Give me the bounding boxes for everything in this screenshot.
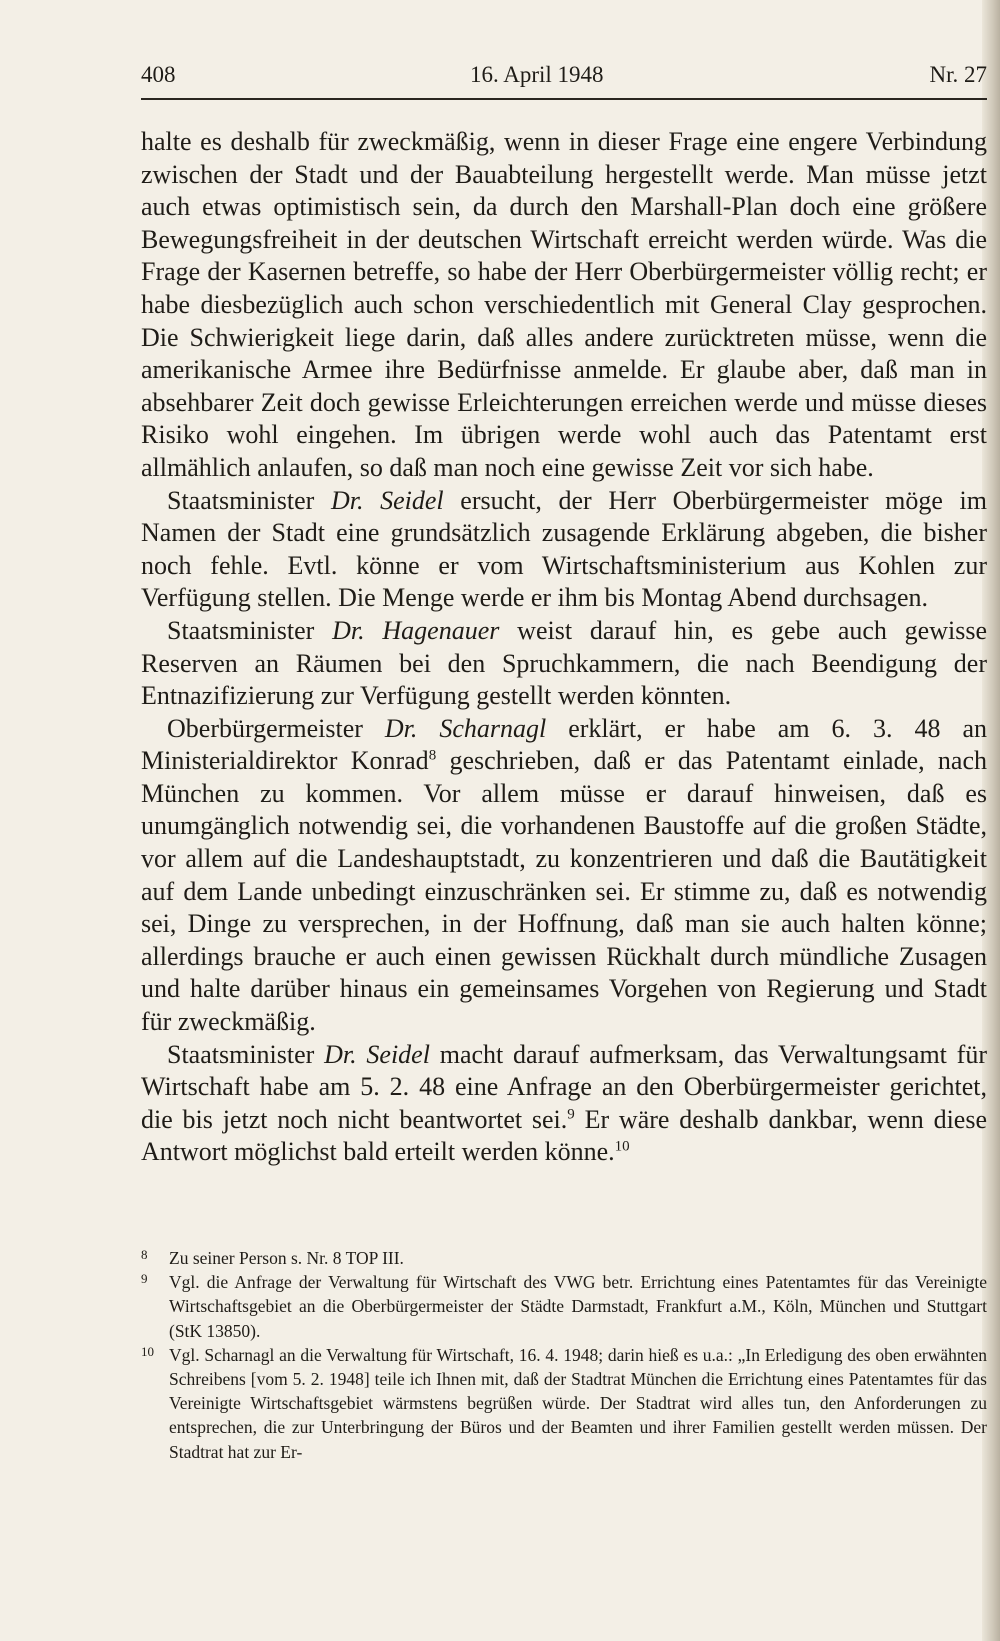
footnote-number: 10 (141, 1343, 154, 1359)
speaker-title: Staatsminister (167, 485, 315, 515)
footnote-text: Zu seiner Person s. Nr. 8 TOP III. (169, 1248, 404, 1268)
footnotes (141, 1246, 987, 1464)
running-header (141, 62, 987, 96)
footnote (141, 1246, 987, 1270)
footnote (141, 1343, 987, 1464)
paragraph-text: geschrieben, daß er das Patentamt einlade, nach München zu kommen. Vor allem müsse er darauf hinweisen, daß es unumgänglich notwendig sei, die vorhandenen Baustoffe auf die großen Städte, vor allem auf die Landeshauptstadt, zu konzentrieren und daß die Bautätigkeit auf dem Lande unbedingt einzuschränken sei. Er stimme zu, daß es notwendig sei, Dinge zu versprechen, in der Hoffnung, daß man sie auch halten könne; allerdings brauche er auch einen gewissen Rückhalt durch mündliche Zusagen und halte darüber hinaus ein gemeinsames Vorgehen von Regierung und Stadt für zweckmäßig. (141, 746, 988, 1037)
paragraph-text: ersucht, der Herr Oberbürgermeister möge im Namen der Stadt eine grundsätzlich zusagende Erklärung abgeben, die bisher noch fehle. Evtl. könne er vom Wirtschaftsministerium aus Kohlen zur Verfügung stellen. Die Menge werde er ihm bis Montag Abend durchsagen. (141, 485, 988, 613)
paragraph-hagenauer (141, 615, 987, 713)
footnote-number: 9 (141, 1271, 148, 1287)
footnote-number: 8 (141, 1247, 148, 1262)
footnote (141, 1270, 987, 1343)
speaker-name: Dr. Scharnagl (384, 713, 547, 743)
speaker-name: Dr. Hagenauer (332, 615, 500, 645)
paragraph-text: weist darauf hin, es gebe auch gewisse Reserven an Räumen bei den Spruchkammern, die nach Beendigung der Entnazifizierung zur Verfügung gestellt werden könnten. (141, 615, 987, 711)
footnote-text: Vgl. Scharnagl an die Verwaltung für Wirtschaft, 16. 4. 1948; darin hieß es u.a.: „In Erledigung des oben erwähnten Schreibens [vom 5. 2. 1948] teile ich Ihnen mit, daß der Stadtrat München die Errichtung eines Patentamtes für das Vereinigte Wirtschaftsgebiet wärmstens begrüßen würde. Der Stadtrat wird alles tun, den Anforderungen zu entsprechen, die zur Unterbringung der Büros und der Beamten und ihrer Familien gestellt werden müssen. Der Stadtrat hat zur Er- (169, 1344, 987, 1462)
header-issue-number: Nr. 27 (929, 62, 987, 87)
footnote-ref[interactable]: 8 (428, 747, 437, 764)
speaker-name: Dr. Seidel (330, 485, 444, 515)
main-text (141, 126, 987, 1169)
speaker-title: Staatsminister (167, 1039, 315, 1069)
header-rule (141, 98, 987, 100)
speaker-title: Oberbürgermeister (167, 713, 363, 743)
footnote-ref[interactable]: 9 (567, 1106, 575, 1123)
paragraph-seidel-1 (141, 485, 987, 615)
footnote-ref[interactable]: 10 (614, 1138, 630, 1155)
speaker-name: Dr. Seidel (324, 1039, 430, 1069)
paragraph-scharnagl (141, 713, 987, 1039)
paragraph-text: erklärt, er habe am 6. 3. 48 an Ministerialdirektor Konrad (141, 713, 987, 776)
paragraph-text: macht darauf aufmerksam, das Verwaltungsamt für Wirtschaft habe am 5. 2. 48 eine Anfrage an den Oberbürgermeister gerichtet, die bis jetzt noch nicht beantwortet sei. (141, 1039, 987, 1134)
paragraph-continuation: halte es deshalb für zweckmäßig, wenn in dieser Frage eine engere Verbindung zwischen der Stadt und der Bauabteilung hergestellt werde. Man müsse jetzt auch etwas optimistisch sein, da durch den Marshall-Plan doch eine größere Bewegungsfreiheit in der deutschen Wirtschaft erreicht werden würde. Was die Frage der Kasernen betreffe, so habe der Herr Oberbürgermeister völlig recht; er habe diesbezüglich auch schon verschiedentlich mit General Clay gesprochen. Die Schwierigkeit liege darin, daß alles andere zurücktreten müsse, wenn die amerikanische Armee ihre Bedürfnisse anmelde. Er glaube aber, daß man in absehbarer Zeit doch gewisse Erleichterungen erreichen werde und müsse dieses Risiko wohl eingehen. Im übrigen werde wohl auch das Patentamt erst allmählich anlaufen, so daß man noch eine gewisse Zeit vor sich habe. (141, 127, 987, 482)
page-number: 408 (141, 62, 176, 87)
speaker-title: Staatsminister (167, 615, 315, 645)
paragraph-seidel-2 (141, 1039, 987, 1169)
header-date: 16. April 1948 (470, 62, 604, 87)
paragraph-text: Er wäre deshalb dankbar, wenn diese Antwort möglichst bald erteilt werden könne. (141, 1104, 987, 1167)
footnote-text: Vgl. die Anfrage der Verwaltung für Wirtschaft des VWG betr. Errichtung eines Patentamtes für das Vereinigte Wirtschaftsgebiet an die Oberbürgermeister der Städte Darmstadt, Frankfurt a.M., Köln, München und Stuttgart (StK 13850). (169, 1272, 987, 1341)
